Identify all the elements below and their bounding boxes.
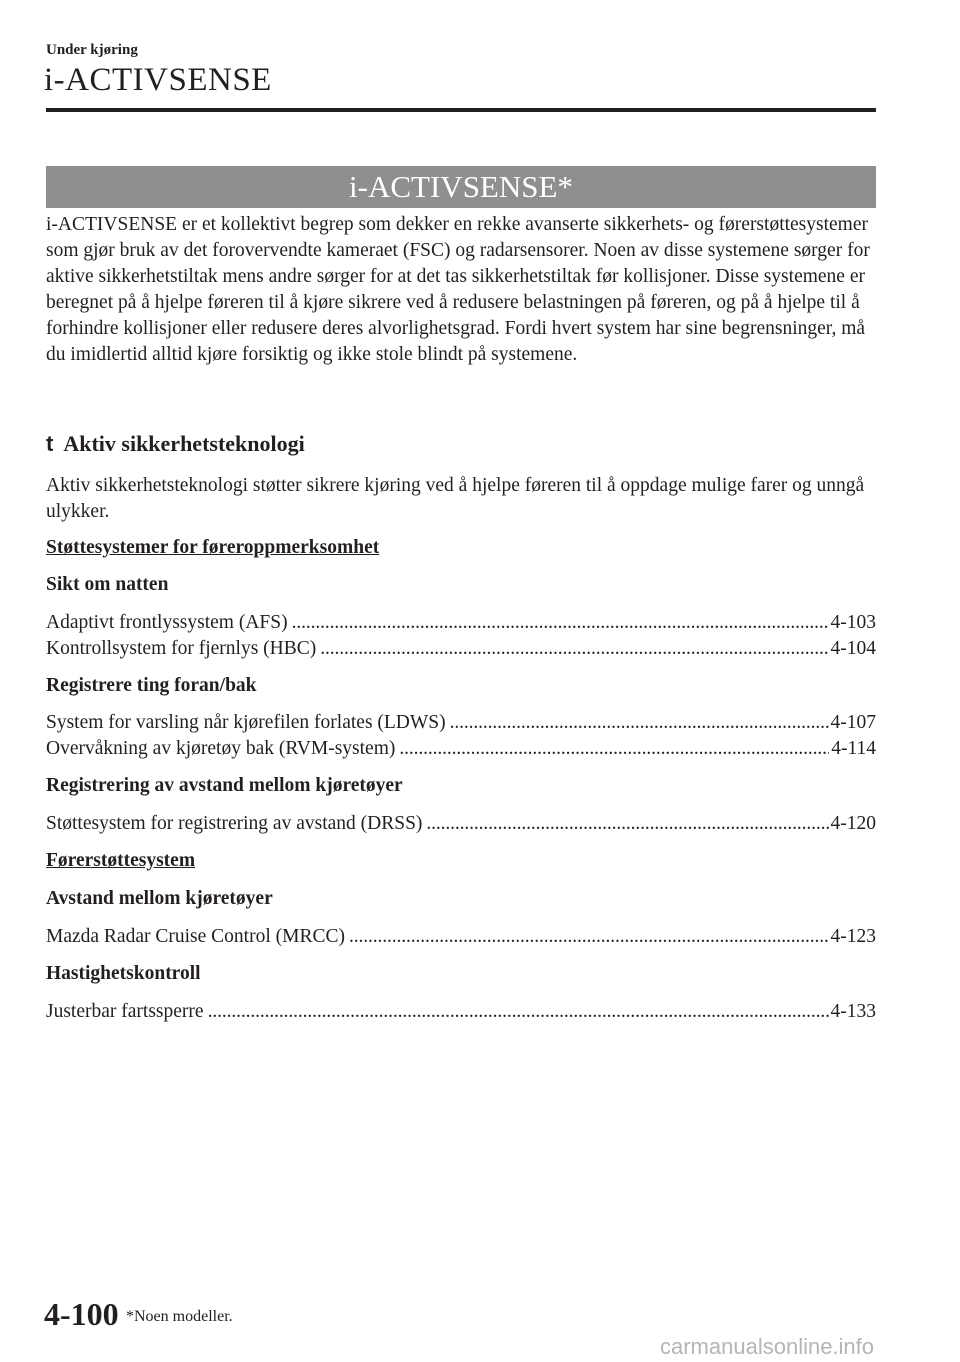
toc-leader [292, 612, 829, 634]
page-number: 4-100 [44, 1296, 119, 1332]
category-heading-awareness: Støttesystemer for føreroppmerksomhet [46, 537, 380, 558]
toc-entry-ldws[interactable] [46, 712, 876, 734]
group-heading-speed: Hastighetskontroll [46, 963, 201, 984]
category-heading-support: Førerstøttesystem [46, 850, 196, 871]
toc-leader [426, 813, 828, 835]
subsection-heading [46, 431, 305, 457]
toc-entry-page: 4-120 [830, 813, 876, 834]
bullet-icon: t [46, 431, 54, 456]
group-heading-front-rear: Registrere ting foran/bak [46, 675, 257, 696]
header-divider [46, 108, 876, 112]
toc-entry-page: 4-133 [830, 1001, 876, 1022]
section-banner-title: i-ACTIVSENSE* [349, 169, 573, 204]
toc-entry-page: 4-103 [830, 612, 876, 633]
subsection-description: Aktiv sikkerhetsteknologi støtter sikrere kjøring ved å hjelpe føreren til å oppdage mulige farer og unngå ulykker. [46, 475, 865, 522]
toc-entry-mrcc[interactable] [46, 926, 876, 948]
toc-entry-label: System for varsling når kjørefilen forlates (LDWS) [46, 712, 446, 733]
toc-entry-label: Mazda Radar Cruise Control (MRCC) [46, 926, 345, 947]
watermark-text: carmanualsonline.info [660, 1334, 875, 1359]
toc-entry-speed-limiter[interactable] [46, 1001, 876, 1023]
toc-entry-afs[interactable] [46, 612, 876, 634]
group-heading-distance: Registrering av avstand mellom kjøretøyer [46, 775, 403, 796]
page-header-title: i-ACTIVSENSE [44, 62, 272, 98]
toc-entry-label: Adaptivt frontlyssystem (AFS) [46, 612, 288, 633]
toc-leader [399, 738, 829, 760]
toc-leader [450, 712, 829, 734]
toc-leader [208, 1001, 829, 1023]
toc-entry-page: 4-123 [830, 926, 876, 947]
intro-paragraph: i-ACTIVSENSE er et kollektivt begrep som dekker en rekke avanserte sikkerhets- og førerstøttesystemer som gjør bruk av det forovervendte kameraet (FSC) og radarsensorer. Noen av disse systemene sørger for aktive sikkerhetstiltak mens andre sørger for at det tas sikkerhetstiltak før kollisjoner. Disse systemene er beregnet på å hjelpe føreren til å kjøre sikrere ved å redusere belastningen på føreren, og på å hjelpe til å forhindre kollisjoner eller redusere deres alvorlighetsgrad. Fordi hvert system har sine begrensninger, må du imidlertid alltid kjøre forsiktig og ikke stole blindt på systemene. [46, 214, 870, 365]
toc-entry-page: 4-104 [830, 638, 876, 659]
toc-entry-label: Kontrollsystem for fjernlys (HBC) [46, 638, 317, 659]
group-heading-gap: Avstand mellom kjøretøyer [46, 888, 273, 909]
subsection-heading-text: Aktiv sikkerhetsteknologi [63, 431, 305, 456]
toc-entry-drss[interactable] [46, 813, 876, 835]
chapter-label: Under kjøring [46, 42, 138, 58]
toc-entry-page: 4-107 [830, 712, 876, 733]
toc-entry-label: Støttesystem for registrering av avstand (DRSS) [46, 813, 423, 834]
footnote: *Noen modeller. [126, 1308, 233, 1325]
toc-entry-hbc[interactable] [46, 638, 876, 660]
section-banner [46, 166, 876, 208]
toc-entry-label: Justerbar fartssperre [46, 1001, 204, 1022]
toc-entry-label: Overvåkning av kjøretøy bak (RVM-system) [46, 738, 396, 759]
toc-leader [349, 926, 829, 948]
toc-entry-page: 4-114 [831, 738, 876, 759]
toc-entry-rvm[interactable] [46, 738, 876, 760]
group-heading-night: Sikt om natten [46, 574, 169, 595]
toc-leader [320, 638, 828, 660]
